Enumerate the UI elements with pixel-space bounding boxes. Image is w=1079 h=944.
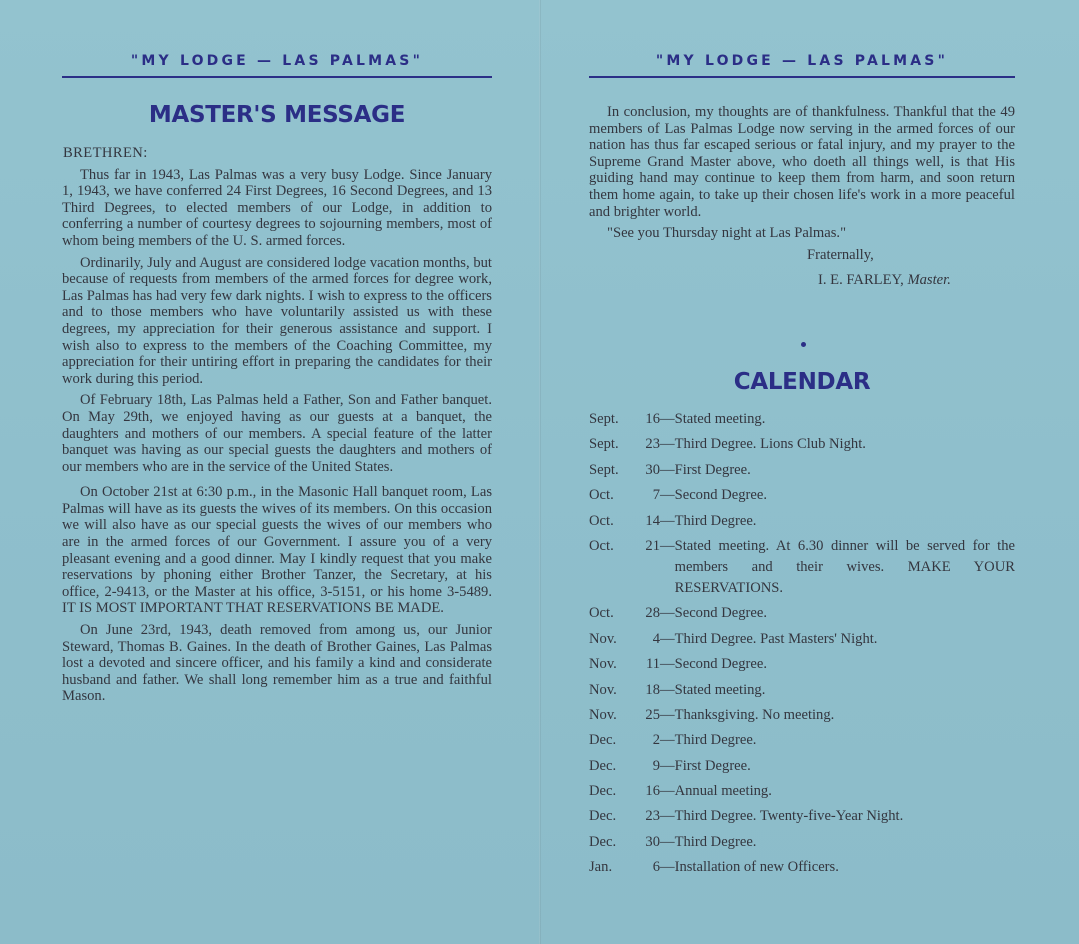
signature <box>589 272 1015 289</box>
calendar-title: CALENDAR <box>733 369 871 395</box>
calendar-day: 23 <box>645 808 660 825</box>
paragraph-activity: Thus far in 1943, Las Palmas was a very busy Lodge. Since January 1, 1943, we have conferred 24 First Degrees, 16 Second Degrees, and 13 Third Degrees, to elected members of our Lodge, in addition to conferring a number of courtesy degrees to sojourning members, most of whom being members of the U. S. armed forces. <box>62 166 492 249</box>
calendar-dash: — <box>660 732 675 749</box>
calendar-month: Sept. <box>589 411 619 427</box>
calendar-entry <box>589 756 1015 777</box>
header-rule-right <box>589 76 1015 78</box>
calendar-event: Stated meeting. <box>674 681 766 698</box>
calendar-dash: — <box>660 605 675 622</box>
calendar-event: Third Degree. Twenty-five-Year Night. <box>674 808 904 825</box>
calendar-entry <box>589 705 1015 726</box>
running-head-left: "MY LODGE — LAS PALMAS" <box>130 53 424 69</box>
calendar-dash: — <box>660 706 675 723</box>
calendar-entry <box>589 409 1015 430</box>
masters-message-body <box>62 145 492 710</box>
calendar-event: Third Degree. Lions Club Night. <box>674 436 866 453</box>
calendar-dash: — <box>660 436 675 453</box>
calendar-day: 6 <box>652 859 660 876</box>
calendar-day: 25 <box>645 706 660 723</box>
calendar-entry <box>589 536 1015 599</box>
calendar-entry <box>589 654 1015 675</box>
conclusion-body <box>589 104 1015 289</box>
running-head-right: "MY LODGE — LAS PALMAS" <box>655 53 949 69</box>
header-rule-left <box>62 76 492 78</box>
calendar-event: Stated meeting. <box>674 411 766 427</box>
salutation: BRETHREN: <box>63 145 148 161</box>
masters-message-title: MASTER'S MESSAGE <box>148 102 406 128</box>
calendar-event: Third Degree. <box>674 833 757 850</box>
calendar-event: Second Degree. <box>674 487 767 504</box>
calendar-entry <box>589 485 1015 506</box>
calendar-dash: — <box>660 537 675 554</box>
calendar-entry <box>589 832 1015 853</box>
calendar-day: 9 <box>652 757 660 774</box>
calendar-month: Oct. <box>589 605 614 622</box>
paragraph-conclusion: In conclusion, my thoughts are of thankfulness. Thankful that the 49 members of Las Palmas Lodge now serving in the armed forces of our nation has thus far escaped serious or fatal injury, and my prayer to the Supreme Grand Master above, who doeth all things well, is that His guiding hand may continue to keep them from harm, and soon return them home again, to take up their chosen life's work in a more peaceful and brighter world. <box>589 104 1015 220</box>
calendar-day: 21 <box>645 537 660 554</box>
calendar-entry <box>589 434 1015 455</box>
paragraph-memorial: On June 23rd, 1943, death removed from among us, our Junior Steward, Thomas B. Gaines. In the death of Brother Gaines, Las Palmas lost a devoted and sincere officer, and his family a kind and considerate husband and father. We shall long remember him as a true and faithful Mason. <box>62 622 492 705</box>
calendar-entry <box>589 511 1015 532</box>
calendar-day: 2 <box>652 732 660 749</box>
calendar-day: 30 <box>645 833 660 850</box>
calendar-dash: — <box>660 411 675 427</box>
center-fold <box>539 0 541 944</box>
calendar-day: 11 <box>645 656 660 673</box>
calendar-day: 23 <box>645 436 660 453</box>
calendar-day: 16 <box>645 411 660 427</box>
signature-name: I. E. FARLEY, <box>818 272 904 289</box>
calendar-event: Thanksgiving. No meeting. <box>674 706 835 723</box>
calendar-event: Third Degree. <box>674 732 757 749</box>
calendar-entry <box>589 460 1015 481</box>
calendar-dash: — <box>660 859 675 876</box>
calendar-month: Dec. <box>589 757 617 774</box>
divider-bullet <box>801 342 806 347</box>
calendar-day: 28 <box>645 605 660 622</box>
paragraph-october-dinner: On October 21st at 6:30 p.m., in the Masonic Hall banquet room, Las Palmas will have as its guests the wives of its members. On this occasion we will also have as our special guests the wives of our members who are in the armed forces of our Government. I assure you of a very pleasant evening and a good dinner. May I kindly request that you make reservations by phoning either Brother Tanzer, the Secretary, at his office, 2-9413, or the Master at his office, 3-5151, or his home 3-5489. IT IS MOST IMPORTANT THAT RESERVATIONS BE MADE. <box>62 484 492 617</box>
closing-quote: "See you Thursday night at Las Palmas." <box>607 225 847 242</box>
calendar-event: Second Degree. <box>674 656 767 673</box>
signature-title: Master. <box>907 272 951 289</box>
calendar-entry <box>589 629 1015 650</box>
calendar-event: Installation of new Officers. <box>674 859 839 876</box>
calendar-entry <box>589 680 1015 701</box>
calendar-month: Dec. <box>589 833 617 850</box>
calendar-day: 7 <box>652 487 660 504</box>
calendar-month: Sept. <box>589 461 619 478</box>
calendar-day: 18 <box>645 681 660 698</box>
paragraph-banquets: Of February 18th, Las Palmas held a Father, Son and Father banquet. On May 29th, we enjoyed having as our guests at a banquet, the daughters and mothers of our members. A special feature of the latter banquet was having as our special guests the daughters and mothers of our members who are in the service of the United States. <box>62 392 492 475</box>
calendar-month: Nov. <box>589 630 617 647</box>
calendar-entry <box>589 781 1015 802</box>
calendar-event: Stated meeting. At 6.30 dinner will be served for the members and their wives. MAKE YOUR RESERVATIONS. <box>674 537 1015 596</box>
calendar-dash: — <box>660 833 675 850</box>
calendar-dash: — <box>660 757 675 774</box>
calendar-event: Third Degree. <box>674 512 757 529</box>
calendar-list <box>589 409 1015 883</box>
calendar-day: 4 <box>652 630 660 647</box>
calendar-entry <box>589 603 1015 624</box>
calendar-month: Nov. <box>589 656 617 673</box>
calendar-entry <box>589 806 1015 827</box>
calendar-month: Jan. <box>589 859 613 876</box>
calendar-dash: — <box>660 487 675 504</box>
calendar-event: First Degree. <box>674 461 751 478</box>
calendar-month: Dec. <box>589 732 617 749</box>
closing-fraternally: Fraternally, <box>807 246 874 263</box>
calendar-dash: — <box>660 808 675 825</box>
calendar-event: First Degree. <box>674 757 751 774</box>
calendar-day: 14 <box>645 512 660 529</box>
calendar-month: Oct. <box>589 487 614 504</box>
calendar-month: Sept. <box>589 436 619 453</box>
calendar-event: Third Degree. Past Masters' Night. <box>674 630 878 647</box>
calendar-day: 16 <box>645 783 660 800</box>
calendar-month: Nov. <box>589 706 617 723</box>
calendar-dash: — <box>660 656 675 673</box>
calendar-dash: — <box>660 783 675 800</box>
calendar-entry <box>589 857 1015 878</box>
calendar-month: Dec. <box>589 808 617 825</box>
calendar-dash: — <box>660 681 675 698</box>
calendar-dash: — <box>660 630 675 647</box>
calendar-event: Annual meeting. <box>674 783 772 800</box>
calendar-dash: — <box>660 512 675 529</box>
paragraph-vacation: Ordinarily, July and August are considered lodge vacation months, but because of requests from members of the armed forces for degree work, Las Palmas has had very few dark nights. I wish to express to the officers and to those members who have voluntarily assisted us with these degrees, my appreciation for their generous assistance and support. I wish also to express to the members of the Coaching Committee, my appreciation for their untiring effort in preparing the candidates for their work during this period. <box>62 254 492 387</box>
calendar-dash: — <box>660 461 675 478</box>
calendar-entry <box>589 730 1015 751</box>
calendar-event: Second Degree. <box>674 605 767 622</box>
calendar-month: Nov. <box>589 681 617 698</box>
calendar-month: Dec. <box>589 783 617 800</box>
calendar-day: 30 <box>645 461 660 478</box>
calendar-month: Oct. <box>589 512 614 529</box>
calendar-month: Oct. <box>589 537 614 554</box>
